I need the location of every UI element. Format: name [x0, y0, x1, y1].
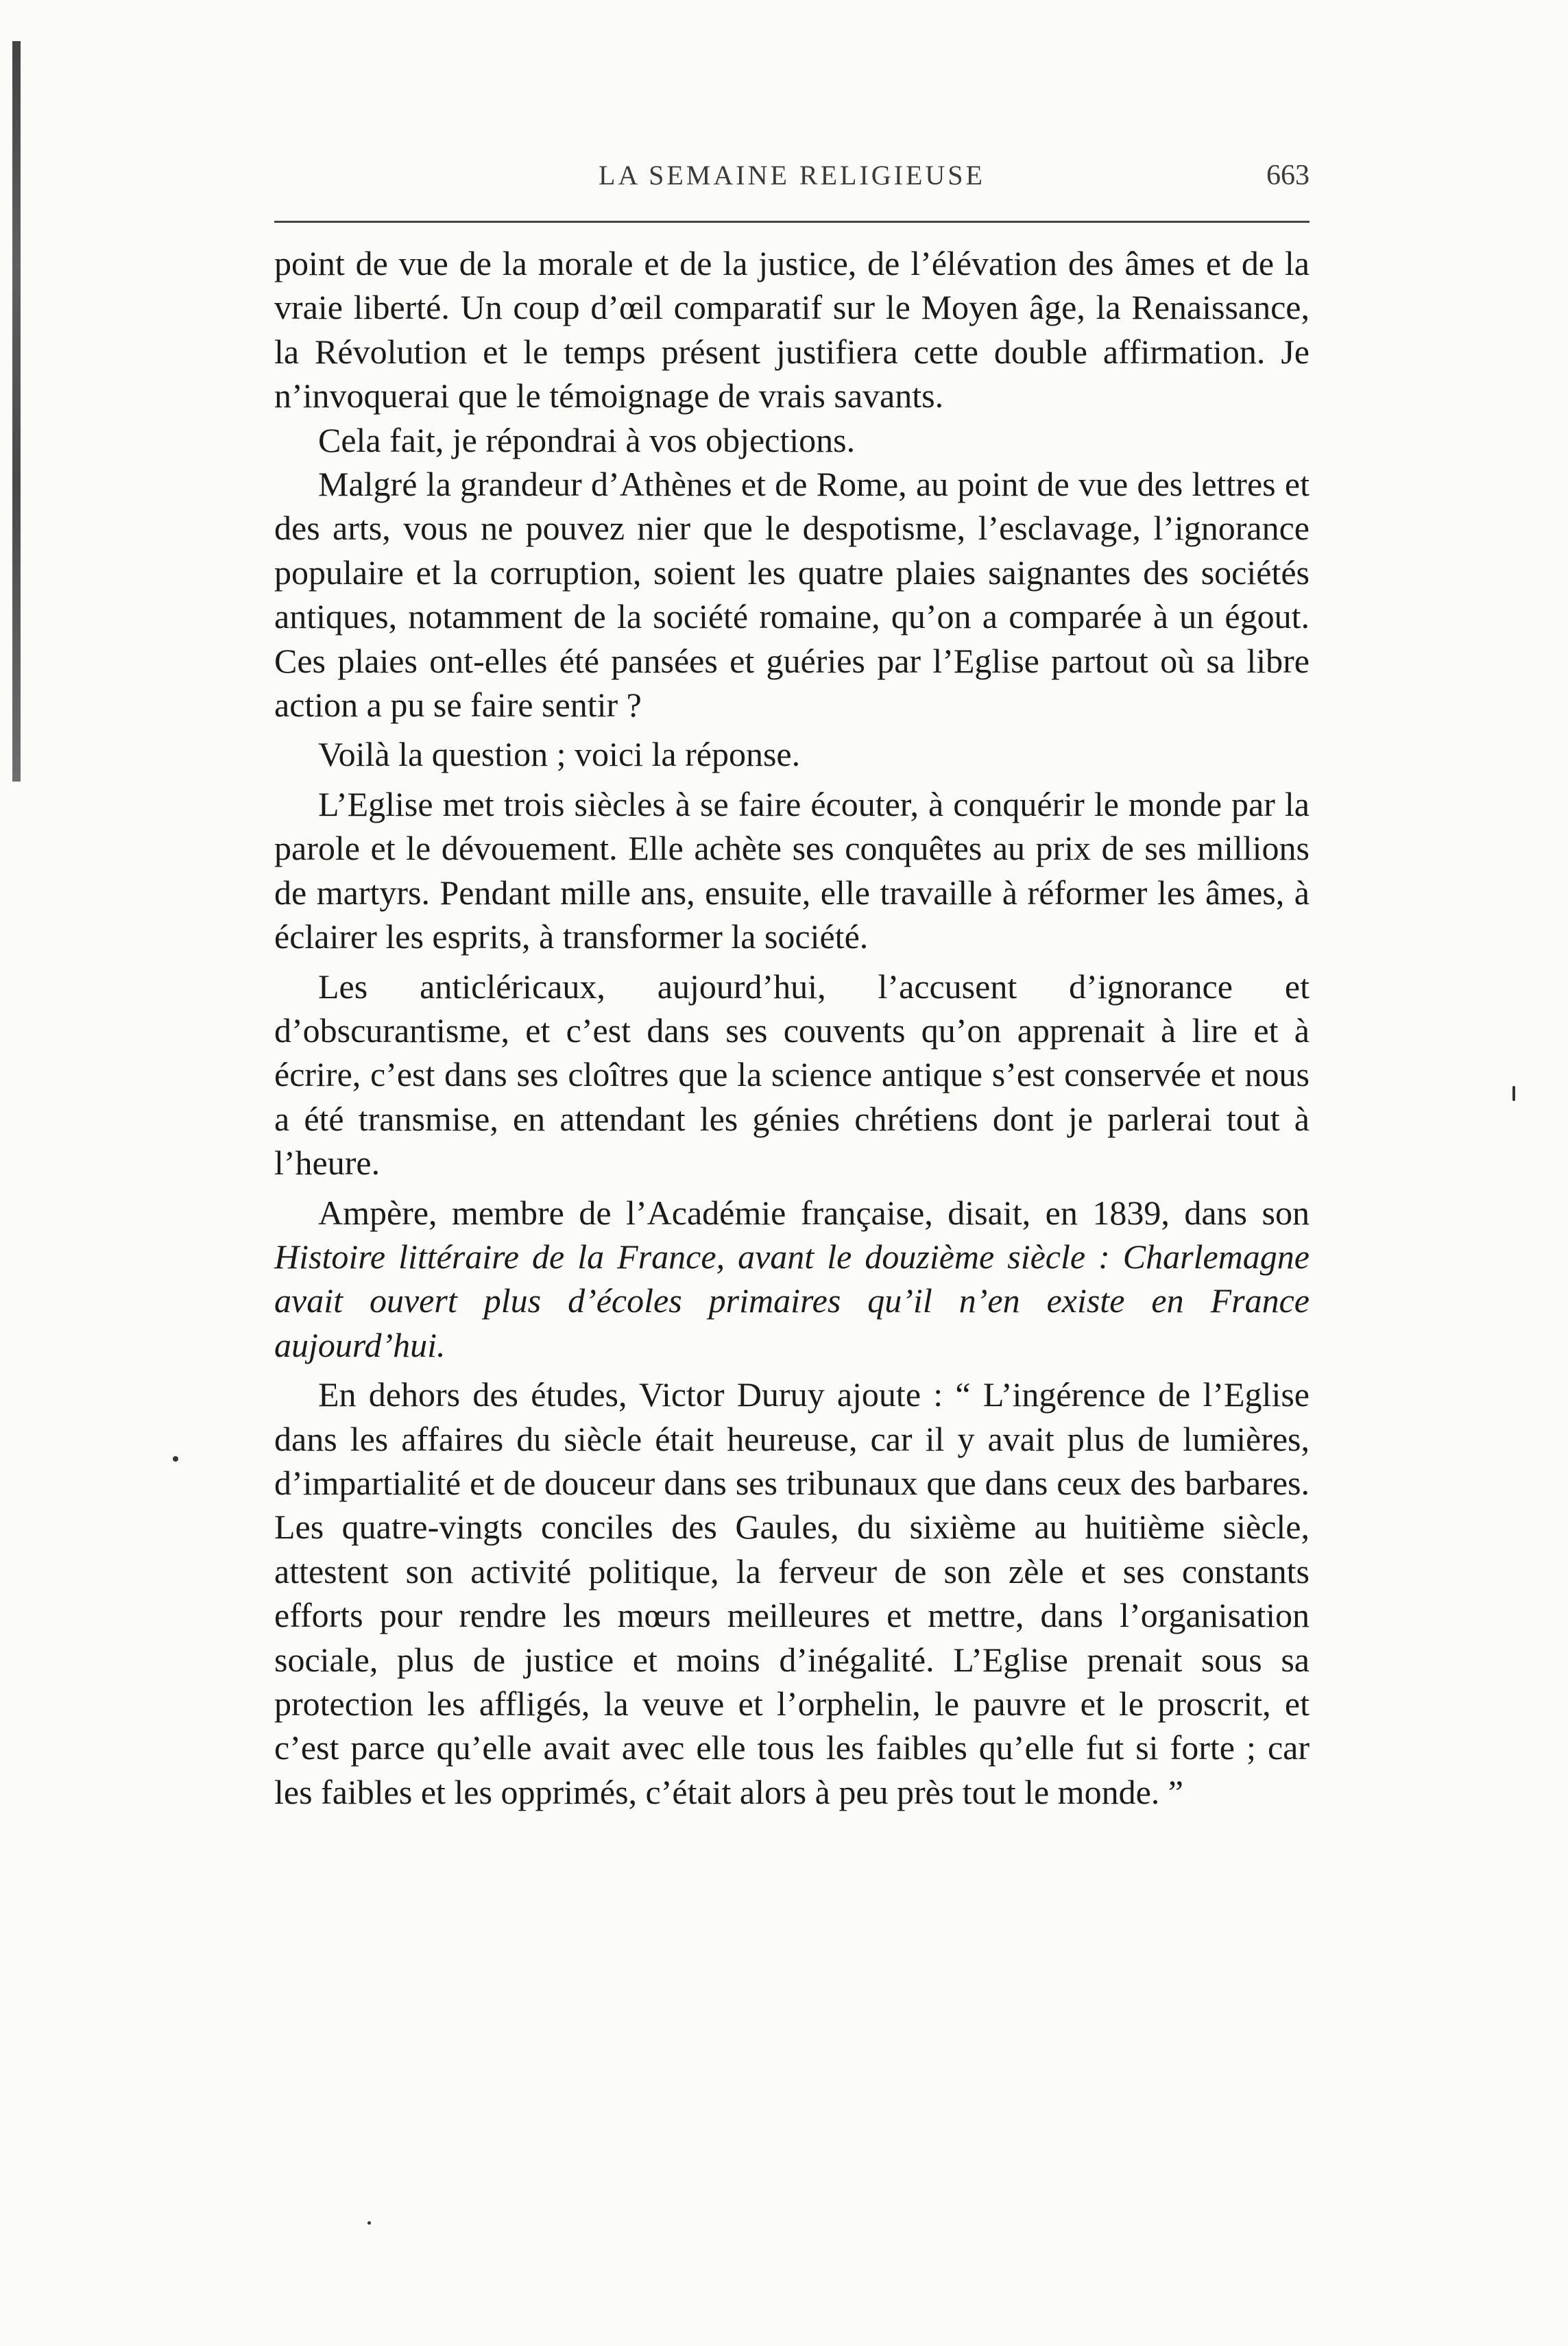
- italic-quote: Histoire littéraire de la France, avant le douzième siècle : Charlemagne avait ouvert plus d’écoles primaires qu’il n’en existe en France aujourd’hui.: [274, 1237, 1310, 1364]
- paragraph: En dehors des études, Victor Duruy ajoute : “ L’ingérence de l’Eglise dans les affaires du siècle était heureuse, car il y avait plus de lumières, d’impartialité et de douceur dans ses tribunaux que dans ceux des barbares. Les quatre-vingts conciles des Gaules, du sixième au huitième siècle, attestent son activité politique, la ferveur de son zèle et ses constants efforts pour rendre les mœurs meilleures et mettre, dans l’organisation sociale, plus de justice et moins d’inégalité. L’Eglise prenait sous sa protection les affligés, la veuve et l’orphelin, le pauvre et le proscrit, et c’est parce qu’elle avait avec elle tous les faibles qu’elle fut si forte ; car les faibles et les opprimés, c’était alors à peu près tout le monde. ”: [274, 1375, 1310, 1811]
- paragraph: Voilà la question ; voici la réponse.: [318, 735, 801, 774]
- scan-speck: [173, 1456, 178, 1462]
- running-title: LA SEMAINE RELIGIEUSE: [599, 160, 985, 191]
- body-text: [274, 241, 1310, 1814]
- paragraph: Cela fait, je répondrai à vos objections.: [318, 420, 856, 459]
- scan-speck: [1512, 1086, 1515, 1101]
- paragraph: Les anticléricaux, aujourd’hui, l’accusent d’ignorance et d’obscurantisme, et c’est dans ses couvents qu’on apprenait à lire et à écrire, c’est dans ses cloîtres que la science antique s’est conservée et nous a été transmise, en attendant les génies chrétiens dont je parlerai tout à l’heure.: [274, 967, 1310, 1183]
- page-number: 663: [1266, 160, 1310, 191]
- header-rule: [274, 221, 1310, 223]
- paragraph: [274, 1191, 1310, 1368]
- paragraph: point de vue de la morale et de la justice, de l’élévation des âmes et de la vraie liberté. Un coup d’œil comparatif sur le Moyen âge, la Renaissance, la Révolution et le temps présent justifiera cette double affirmation. Je n’invoquerai que le témoignage de vrais savants.: [274, 244, 1310, 415]
- paragraph-text: Ampère, membre de l’Académie française, disait, en 1839, dans son: [318, 1193, 1310, 1232]
- scan-border: [12, 41, 21, 782]
- page-header: [274, 159, 1310, 200]
- paragraph: Malgré la grandeur d’Athènes et de Rome, au point de vue des lettres et des arts, vous ne pouvez nier que le despotisme, l’esclavage, l’ignorance populaire et la corruption, soient les quatre plaies saignantes des sociétés antiques, notamment de la société romaine, qu’on a comparée à un égout. Ces plaies ont-elles été pansées et guéries par l’Eglise partout où sa libre action a pu se faire sentir ?: [274, 465, 1310, 725]
- scan-speck: [367, 2221, 371, 2225]
- paragraph: L’Eglise met trois siècles à se faire écouter, à conquérir le monde par la parole et le dévouement. Elle achète ses conquêtes au prix de ses millions de martyrs. Pendant mille ans, ensuite, elle travaille à réformer les âmes, à éclairer les esprits, à transformer la société.: [274, 784, 1310, 956]
